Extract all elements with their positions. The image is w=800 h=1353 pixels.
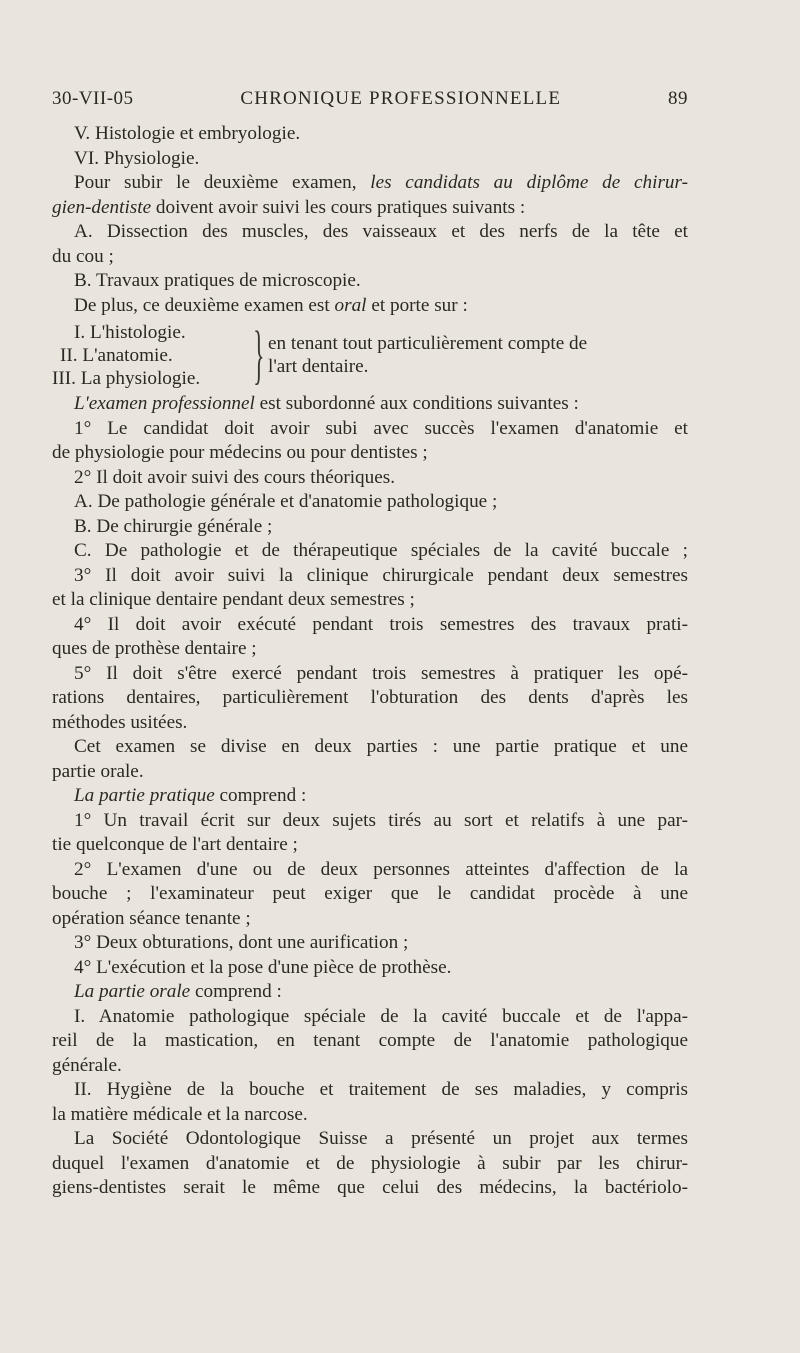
text-line: A. Dissection des muscles, des vaisseaux et des nerfs de la tête et	[74, 221, 688, 242]
text-line: VI. Physiologie.	[74, 147, 200, 169]
text-line: 3° Deux obturations, dont une aurification ;	[74, 932, 409, 953]
text-span: doivent avoir suivi les cours pratiques suivants :	[151, 196, 526, 218]
italic-span: La partie orale	[74, 981, 191, 1002]
text-line	[52, 294, 688, 319]
text-line	[52, 980, 688, 1005]
text-line: I. Anatomie pathologique spéciale de la cavité buccale et de l'appa-	[74, 1005, 688, 1027]
text-line: A. De pathologie générale et d'anatomie pathologique ;	[74, 491, 498, 512]
text-line: 2° Il doit avoir suivi des cours théoriques.	[74, 466, 396, 488]
text-line	[52, 171, 688, 196]
text-line: 3° Il doit avoir suivi la clinique chirurgicale pendant deux semestres	[74, 564, 688, 586]
text-span: De plus, ce deuxième examen est	[74, 294, 335, 316]
page-number: 89	[667, 88, 688, 109]
text-line: II. Hygiène de la bouche et traitement de ses maladies, y compris	[74, 1079, 688, 1100]
brace-list	[52, 318, 688, 392]
text-line: B. De chirurgie générale ;	[74, 515, 273, 537]
text-span: et porte sur :	[366, 294, 468, 316]
text-line: et la clinique dentaire pendant deux semestres ;	[52, 589, 415, 610]
text-line: tie quelconque de l'art dentaire ;	[52, 834, 298, 855]
text-line: duquel l'examen d'anatomie et de physiologie à subir par les chirur-	[52, 1152, 688, 1174]
text-line: l'art dentaire.	[268, 356, 369, 377]
text-line: de physiologie pour médecins ou pour dentistes ;	[52, 442, 428, 463]
text-line: la matière médicale et la narcose.	[52, 1103, 308, 1125]
text-line: 1° Un travail écrit sur deux sujets tirés au sort et relatifs à une par-	[74, 809, 688, 831]
text-line: 5° Il doit s'être exercé pendant trois semestres à pratiquer les opé-	[74, 662, 688, 684]
header-title: CHRONIQUE PROFESSIONNELLE	[240, 88, 562, 109]
brace-item: I. L'histologie.	[74, 321, 186, 343]
italic-span: La partie pratique	[74, 785, 215, 806]
brace-item: II. L'anatomie.	[60, 344, 173, 366]
text-line: 2° L'examen d'une ou de deux personnes atteintes d'affection de la	[74, 858, 688, 880]
text-line: opération séance tenante ;	[52, 907, 251, 929]
text-line: du cou ;	[52, 245, 114, 267]
italic-span: les candidats au diplôme de chirur-	[370, 172, 688, 193]
italic-span: oral	[334, 294, 367, 316]
header-date: 30-VII-05	[52, 88, 134, 109]
text-span: comprend :	[214, 785, 307, 806]
text-line: ques de prothèse dentaire ;	[52, 638, 257, 659]
text-line: 1° Le candidat doit avoir subi avec succès l'examen d'anatomie et	[74, 417, 688, 439]
text-span: comprend :	[190, 981, 282, 1002]
text-line: Cet examen se divise en deux parties : une partie pratique et une	[74, 736, 688, 757]
text-line: V. Histologie et embryologie.	[74, 123, 301, 144]
text-line: La Société Odontologique Suisse a présenté un projet aux termes	[74, 1128, 688, 1149]
text-span: Pour subir le deuxième examen,	[74, 172, 371, 193]
text-line: méthodes usitées.	[52, 711, 188, 733]
text-line: générale.	[52, 1054, 122, 1076]
text-line	[52, 392, 688, 417]
text-line: 4° Il doit avoir exécuté pendant trois semestres des travaux prati-	[74, 613, 688, 635]
italic-span: gien-dentiste	[52, 196, 152, 218]
text-line: reil de la mastication, en tenant compte de l'anatomie pathologique	[52, 1030, 688, 1051]
text-line: bouche ; l'examinateur peut exiger que le candidat procède à une	[52, 883, 688, 904]
text-line: 4° L'exécution et la pose d'une pièce de prothèse.	[74, 956, 452, 978]
brace-text	[268, 332, 688, 378]
italic-span: L'examen professionnel	[74, 393, 255, 414]
brace-item: III. La physiologie.	[52, 367, 201, 389]
text-line: B. Travaux pratiques de microscopie.	[74, 270, 361, 291]
text-line: partie orale.	[52, 760, 144, 782]
text-line: rations dentaires, particulièrement l'obturation des dents d'après les	[52, 687, 688, 708]
text-line: giens-dentistes serait le même que celui des médecins, la bactériolo-	[52, 1177, 688, 1198]
brace-icon: }	[253, 318, 265, 391]
running-head	[52, 88, 688, 114]
text-span: est subordonné aux conditions suivantes :	[254, 393, 579, 414]
page	[52, 88, 688, 1201]
text-line: C. De pathologie et de thérapeutique spéciales de la cavité buccale ;	[74, 540, 688, 561]
text-line	[52, 784, 688, 809]
brace-items	[52, 321, 252, 390]
text-line: en tenant tout particulièrement compte de	[268, 333, 588, 354]
text-line	[52, 196, 688, 221]
